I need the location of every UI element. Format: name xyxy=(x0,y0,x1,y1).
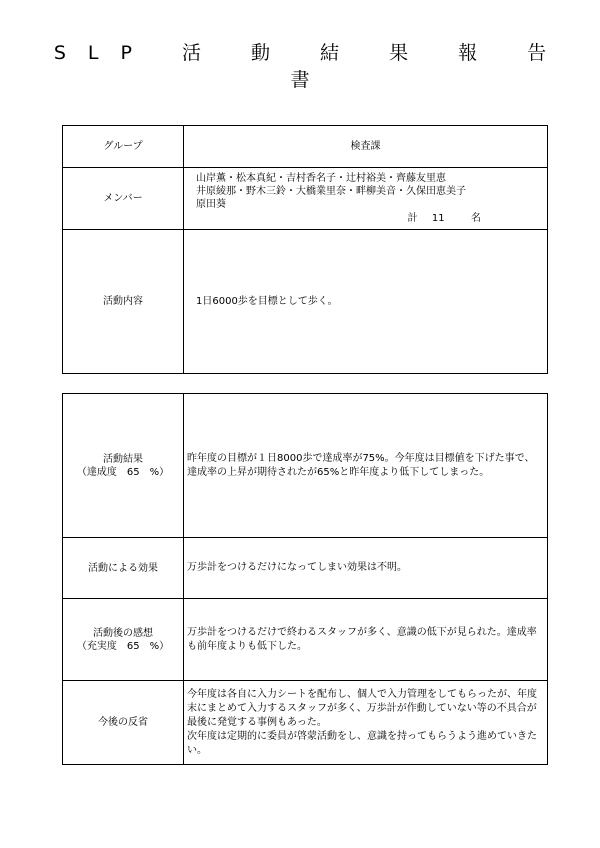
reflection-row xyxy=(63,681,548,765)
group-row xyxy=(63,126,548,168)
impression-row xyxy=(63,599,548,681)
result-label: 活動結果 xyxy=(103,453,143,465)
members-line: 原田葵 xyxy=(196,199,226,210)
group-label: グループ xyxy=(63,126,184,168)
activity-row xyxy=(63,230,548,374)
effect-text: 万歩計をつけるだけになってしまい効果は不明。 xyxy=(184,538,548,599)
group-value: 検査課 xyxy=(184,126,548,168)
effect-row xyxy=(63,538,548,599)
count-prefix: 計 xyxy=(407,213,418,224)
reflection-cell xyxy=(184,681,548,765)
members-line: 井原綾那・野木三鈴・大橋業里奈・畔柳美音・久保田恵美子 xyxy=(196,186,466,197)
reflection-label: 今後の反省 xyxy=(63,681,184,765)
achievement-rate: （達成度 65 %） xyxy=(76,466,170,478)
members-line: 山岸薫・松本真紀・吉村香名子・辻村裕美・齊藤友里恵 xyxy=(196,173,446,184)
results-table xyxy=(62,393,548,765)
activity-label: 活動内容 xyxy=(63,230,184,374)
count-suffix: 名 xyxy=(471,213,481,224)
reflection-text: 次年度は定期的に委員が啓蒙活動をし、意識を持ってもらうよう進めていきたい。 xyxy=(187,730,537,756)
members-row xyxy=(63,168,548,230)
activity-value: 1日6000歩を目標として歩く。 xyxy=(184,230,548,374)
impression-label: 活動後の感想 xyxy=(93,627,153,639)
impression-text: 万歩計をつけるだけで終わるスタッフが多く、意識の低下が見られた。達成率も前年度よりも低下した。 xyxy=(184,599,548,681)
result-text: 昨年度の目標が１日8000歩で達成率が75%。今年度は目標値を下げた事で、達成率の上昇が期待されたが65%と昨年度より低下してしまった。 xyxy=(184,394,548,538)
impression-label-cell xyxy=(63,599,184,681)
result-label-cell xyxy=(63,394,184,538)
reflection-text: 今年度は各自に入力シートを配布し、個人で入力管理をしてもらったが、年度末にまとめて入力するスタッフが多く、万歩計が作動していない等の不具合が最後に発覚する事例もあった。 xyxy=(187,688,537,728)
count-value: 11 xyxy=(431,213,445,224)
fulfillment-rate: （充実度 65 %） xyxy=(76,640,170,652)
members-cell xyxy=(184,168,548,230)
info-table xyxy=(62,125,548,374)
members-label: メンバー xyxy=(63,168,184,230)
page-title: SLP 活 動 結 果 報 告 書 xyxy=(53,42,569,91)
effect-label: 活動による効果 xyxy=(63,538,184,599)
member-count xyxy=(196,212,539,225)
result-row xyxy=(63,394,548,538)
